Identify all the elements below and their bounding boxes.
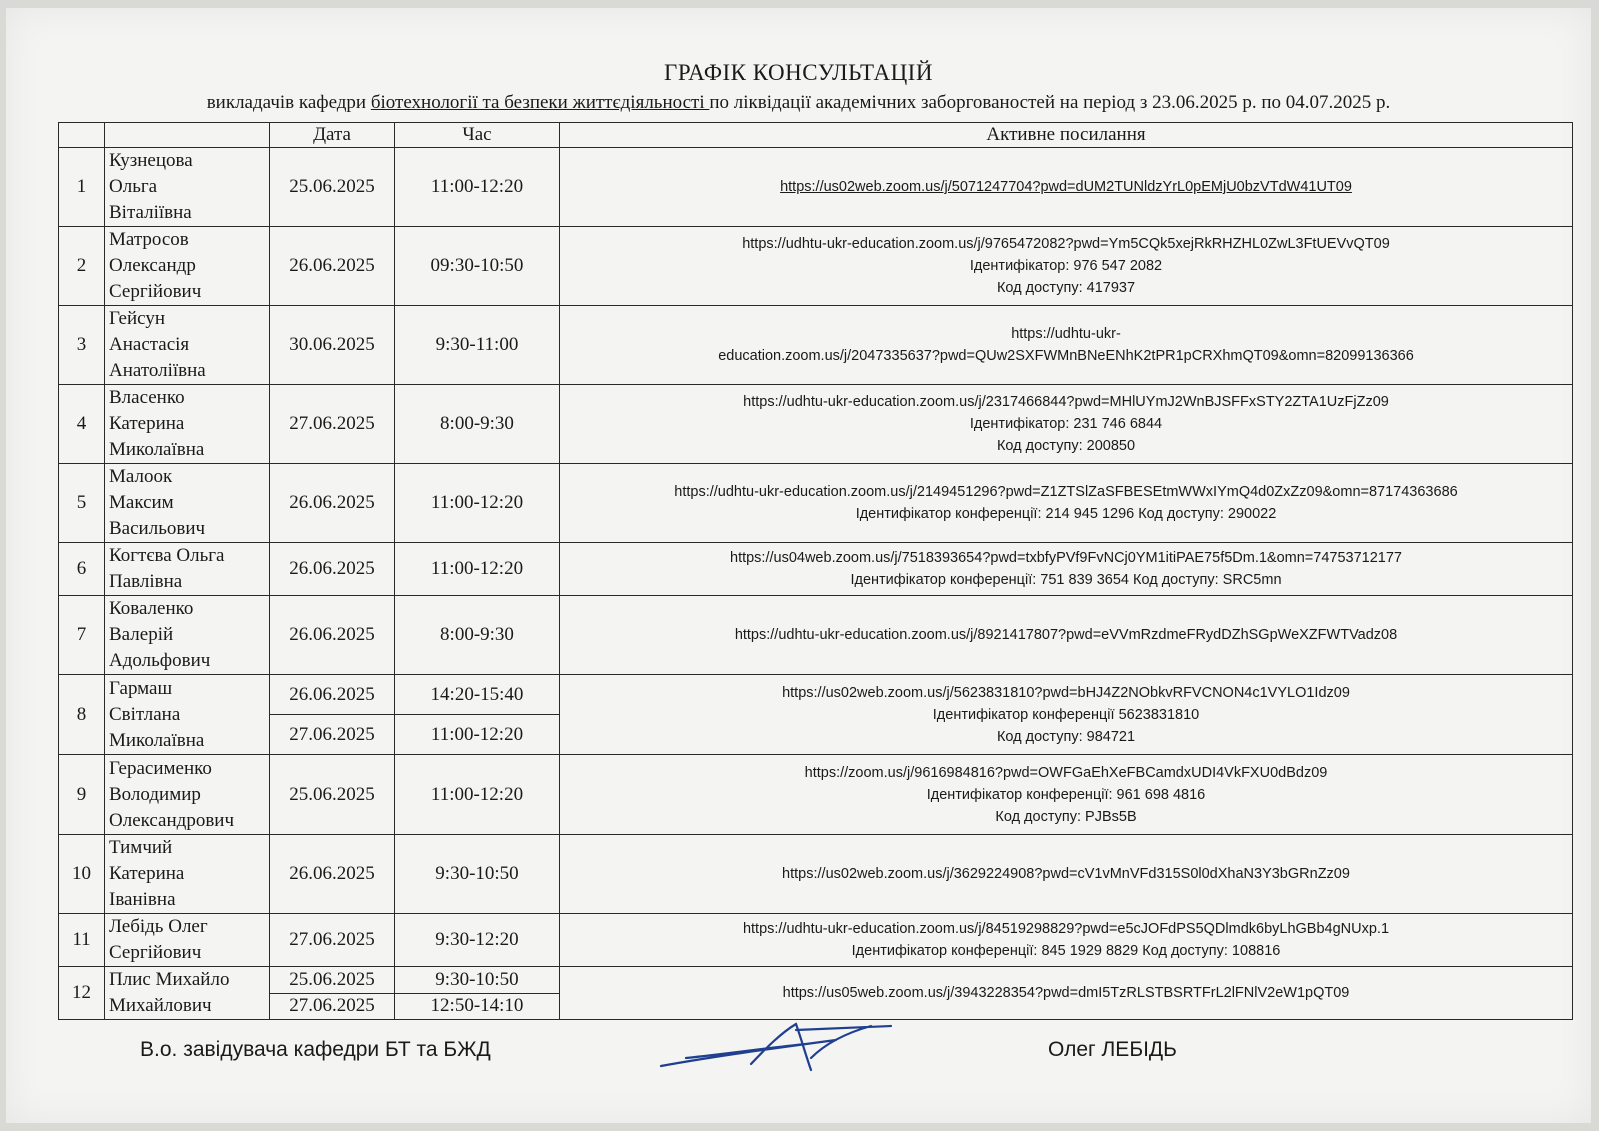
meeting-info: Код доступу: 984721 bbox=[996, 728, 1136, 745]
meeting-info: Код доступу: 417937 bbox=[996, 280, 1136, 296]
table-row bbox=[59, 967, 1573, 994]
consultation-time: 8:00-9:30 bbox=[395, 596, 560, 675]
teacher-name-line: Кузнецова bbox=[109, 150, 193, 171]
teacher-name-line: Валерій bbox=[109, 624, 174, 645]
row-number: 8 bbox=[59, 675, 105, 755]
subtitle-suffix: по ліквідації академічних заборгованостей на період з 23.06.2025 р. по 04.07.2025 р. bbox=[709, 92, 1391, 113]
meeting-link[interactable]: https://us04web.zoom.us/j/7518393654?pwd=txbfyPVf9FvNCj0YM1itiPAE75f5Dm.1&omn=74753712177 bbox=[730, 550, 1402, 566]
subtitle-department: біотехнології та безпеки життєдіяльності bbox=[370, 92, 710, 113]
meeting-info: Ідентифікатор конференції: 214 945 1296 Код доступу: 290022 bbox=[855, 506, 1277, 522]
consultation-date: 26.06.2025 bbox=[270, 464, 395, 543]
meeting-info: Код доступу: PJBs5B bbox=[995, 808, 1137, 825]
meeting-link[interactable]: https://udhtu-ukr-education.zoom.us/j/2317466844?pwd=MHlUYmJ2WnBJSFFxSTY2ZTA1UzFjZz09 bbox=[743, 394, 1389, 410]
consultation-date: 26.06.2025 bbox=[270, 227, 395, 306]
teacher-name-line: Коваленко bbox=[109, 598, 194, 619]
meeting-info: Ідентифікатор конференції: 845 1929 8829 Код доступу: 108816 bbox=[851, 943, 1281, 959]
meeting-link-cell bbox=[560, 148, 1573, 227]
teacher-name-line: Плис Михайло bbox=[109, 969, 230, 990]
teacher-name-line: Матросов bbox=[109, 229, 189, 250]
meeting-info: Ідентифікатор конференції: 751 839 3654 Код доступу: SRC5mn bbox=[850, 572, 1282, 588]
table-header-row bbox=[59, 123, 1573, 148]
row-number: 3 bbox=[59, 306, 105, 385]
teacher-name-line: Когтєва Ольга bbox=[109, 545, 225, 566]
consultation-time: 11:00-12:20 bbox=[395, 464, 560, 543]
consultation-date: 27.06.2025 bbox=[270, 914, 395, 967]
consultation-time: 14:20-15:40 bbox=[395, 675, 560, 715]
meeting-link[interactable]: https://us02web.zoom.us/j/5071247704?pwd=dUM2TUNldzYrL0pEMjU0bzVTdW41UT09 bbox=[780, 179, 1352, 195]
teacher-name-line: Володимир bbox=[109, 783, 201, 805]
teacher-name bbox=[105, 835, 270, 914]
consultation-time: 9:30-10:50 bbox=[395, 835, 560, 914]
meeting-link-cell bbox=[560, 675, 1573, 755]
header-time: Час bbox=[395, 123, 560, 148]
consultation-time: 9:30-11:00 bbox=[395, 306, 560, 385]
meeting-link-cell bbox=[560, 835, 1573, 914]
teacher-name bbox=[105, 227, 270, 306]
consultation-date: 26.06.2025 bbox=[270, 835, 395, 914]
teacher-name-line: Гармаш bbox=[109, 677, 173, 699]
consultation-time: 11:00-12:20 bbox=[395, 715, 560, 755]
meeting-link[interactable]: https://zoom.us/j/9616984816?pwd=OWFGaEhXeFBCamdxUDI4VkFXU0dBdz09 bbox=[804, 764, 1328, 781]
meeting-link-cell bbox=[560, 306, 1573, 385]
teacher-name bbox=[105, 967, 270, 1020]
consultation-time: 11:00-12:20 bbox=[395, 755, 560, 835]
teacher-name bbox=[105, 543, 270, 596]
meeting-info: Код доступу: 200850 bbox=[996, 438, 1136, 454]
meeting-link-cell bbox=[560, 385, 1573, 464]
teacher-name-line: Олександр bbox=[109, 255, 196, 276]
table-row bbox=[59, 385, 1573, 464]
meeting-info: Ідентифікатор: 976 547 2082 bbox=[969, 258, 1163, 274]
meeting-link[interactable]: https://us05web.zoom.us/j/3943228354?pwd=dmI5TzRLSTBSRTFrL2lFNlV2eW1pQT09 bbox=[782, 985, 1350, 1001]
subtitle-prefix: викладачів кафедри bbox=[206, 92, 371, 113]
teacher-name bbox=[105, 385, 270, 464]
row-number: 12 bbox=[59, 967, 105, 1020]
teacher-name-line: Анатоліївна bbox=[109, 360, 206, 381]
meeting-link[interactable]: https://udhtu-ukr-education.zoom.us/j/84519298829?pwd=e5cJOFdPS5QDlmdk6byLhGBb4gNUxp.1 bbox=[742, 921, 1390, 937]
header-num bbox=[59, 123, 105, 148]
meeting-info: Ідентифікатор конференції: 961 698 4816 bbox=[926, 786, 1206, 803]
header-link: Активне посилання bbox=[560, 123, 1573, 148]
teacher-name-line: Світлана bbox=[109, 703, 181, 725]
consultation-date: 25.06.2025 bbox=[270, 148, 395, 227]
teacher-name-line: Михайлович bbox=[109, 995, 212, 1016]
signature-image bbox=[656, 1018, 916, 1078]
teacher-name bbox=[105, 464, 270, 543]
teacher-name bbox=[105, 306, 270, 385]
table-row bbox=[59, 675, 1573, 715]
teacher-name-line: Іванівна bbox=[109, 889, 176, 910]
teacher-name-line: Сергійович bbox=[109, 281, 202, 302]
meeting-link[interactable]: education.zoom.us/j/2047335637?pwd=QUw2SXFWMnBNeENhK2tPR1pCRXhmQT09&omn=82099136366 bbox=[718, 348, 1414, 364]
teacher-name-line: Лебідь Олег bbox=[109, 916, 208, 937]
table-row bbox=[59, 148, 1573, 227]
meeting-link[interactable]: https://udhtu-ukr- bbox=[1011, 326, 1121, 342]
teacher-name-line: Віталіївна bbox=[109, 202, 192, 223]
table-row bbox=[59, 227, 1573, 306]
consultation-date: 27.06.2025 bbox=[270, 715, 395, 755]
consultation-time: 11:00-12:20 bbox=[395, 148, 560, 227]
consultation-date: 27.06.2025 bbox=[270, 385, 395, 464]
footer-position: В.о. завідувача кафедри БТ та БЖД bbox=[140, 1038, 491, 1061]
row-number: 2 bbox=[59, 227, 105, 306]
teacher-name-line: Анастасія bbox=[109, 334, 190, 355]
consultation-date: 25.06.2025 bbox=[270, 967, 395, 994]
consultation-time: 9:30-10:50 bbox=[395, 967, 560, 994]
row-number: 7 bbox=[59, 596, 105, 675]
table-row bbox=[59, 755, 1573, 835]
table-row bbox=[59, 596, 1573, 675]
table-row bbox=[59, 835, 1573, 914]
table-row bbox=[59, 464, 1573, 543]
table-row bbox=[59, 543, 1573, 596]
teacher-name-line: Гейсун bbox=[109, 308, 165, 329]
meeting-info: Ідентифікатор конференції 5623831810 bbox=[932, 706, 1200, 723]
teacher-name-line: Тимчий bbox=[109, 837, 173, 858]
teacher-name-line: Максим bbox=[109, 492, 174, 513]
consultation-date: 27.06.2025 bbox=[270, 993, 395, 1020]
row-number: 6 bbox=[59, 543, 105, 596]
consultation-date: 25.06.2025 bbox=[270, 755, 395, 835]
teacher-name-line: Катерина bbox=[109, 413, 185, 434]
consultation-date: 26.06.2025 bbox=[270, 543, 395, 596]
row-number: 4 bbox=[59, 385, 105, 464]
teacher-name bbox=[105, 675, 270, 755]
header-date: Дата bbox=[270, 123, 395, 148]
meeting-link-cell bbox=[560, 596, 1573, 675]
teacher-name-line: Ольга bbox=[109, 176, 158, 197]
header-name bbox=[105, 123, 270, 148]
meeting-link-cell bbox=[560, 227, 1573, 306]
consultation-date: 26.06.2025 bbox=[270, 596, 395, 675]
table-row bbox=[59, 306, 1573, 385]
meeting-link-cell bbox=[560, 914, 1573, 967]
meeting-link-cell bbox=[560, 464, 1573, 543]
row-number: 10 bbox=[59, 835, 105, 914]
meeting-link[interactable]: https://udhtu-ukr-education.zoom.us/j/2149451296?pwd=Z1ZTSlZaSFBESEtmWWxIYmQ4d0ZxZz09&omn=87174363686 bbox=[674, 484, 1458, 500]
consultation-table bbox=[58, 122, 1573, 1020]
document-title: ГРАФІК КОНСУЛЬТАЦІЙ bbox=[664, 60, 933, 85]
consultation-date: 26.06.2025 bbox=[270, 675, 395, 715]
teacher-name-line: Малоок bbox=[109, 466, 173, 487]
consultation-date: 30.06.2025 bbox=[270, 306, 395, 385]
row-number: 1 bbox=[59, 148, 105, 227]
meeting-link-cell bbox=[560, 967, 1573, 1020]
teacher-name-line: Миколаївна bbox=[109, 729, 205, 751]
consultation-time: 11:00-12:20 bbox=[395, 543, 560, 596]
meeting-link[interactable]: https://us02web.zoom.us/j/5623831810?pwd=bHJ4Z2NObkvRFVCNON4c1VYLO1Idz09 bbox=[782, 684, 1350, 701]
teacher-name bbox=[105, 914, 270, 967]
teacher-name-line: Павлівна bbox=[109, 571, 183, 592]
teacher-name-line: Герасименко bbox=[109, 757, 212, 779]
consultation-time: 9:30-12:20 bbox=[395, 914, 560, 967]
meeting-info: Ідентифікатор: 231 746 6844 bbox=[969, 416, 1163, 432]
meeting-link[interactable]: https://us02web.zoom.us/j/3629224908?pwd=cV1vMnVFd315S0l0dXhaN3Y3bGRnZz09 bbox=[782, 866, 1350, 882]
consultation-time: 8:00-9:30 bbox=[395, 385, 560, 464]
footer-signatory: Олег ЛЕБІДЬ bbox=[1048, 1038, 1177, 1061]
teacher-name-line: Сергійович bbox=[109, 942, 202, 963]
document-subtitle bbox=[6, 92, 1591, 114]
teacher-name-line: Власенко bbox=[109, 387, 185, 408]
row-number: 5 bbox=[59, 464, 105, 543]
consultation-time: 09:30-10:50 bbox=[395, 227, 560, 306]
teacher-name-line: Миколаївна bbox=[109, 439, 205, 460]
teacher-name bbox=[105, 596, 270, 675]
teacher-name bbox=[105, 148, 270, 227]
consultation-time: 12:50-14:10 bbox=[395, 993, 560, 1020]
meeting-link[interactable]: https://udhtu-ukr-education.zoom.us/j/9765472082?pwd=Ym5CQk5xejRkRHZHL0ZwL3FtUEVvQT09 bbox=[742, 236, 1390, 252]
meeting-link-cell bbox=[560, 543, 1573, 596]
row-number: 11 bbox=[59, 914, 105, 967]
meeting-link-cell bbox=[560, 755, 1573, 835]
row-number: 9 bbox=[59, 755, 105, 835]
meeting-link[interactable]: https://udhtu-ukr-education.zoom.us/j/8921417807?pwd=eVVmRzdmeFRydDZhSGpWeXZFWTVadz08 bbox=[734, 627, 1398, 643]
table-row bbox=[59, 914, 1573, 967]
teacher-name-line: Катерина bbox=[109, 863, 185, 884]
teacher-name-line: Адольфович bbox=[109, 650, 211, 671]
teacher-name-line: Олександрович bbox=[109, 809, 235, 831]
teacher-name-line: Васильович bbox=[109, 518, 206, 539]
document-sheet bbox=[6, 8, 1591, 1123]
teacher-name bbox=[105, 755, 270, 835]
